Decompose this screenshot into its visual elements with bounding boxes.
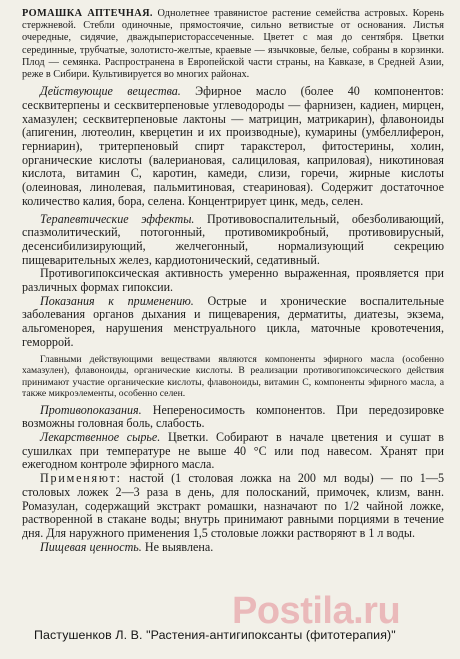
raw-material: [22, 431, 444, 472]
raw-material-text: Цветки. Собирают в начале цветения и сушат в сушилках при температуре не выше 40 °С или под навесом. Хранят при ежегодном контроле эфирного масла.: [22, 429, 444, 472]
plant-description-text: Однолетнее травянистое растение семейства астровых. Корень стержневой. Стебли одиночные, прямостоячие, сильно ветвистые от основания. Листья очередные, сидячие, дваждыперисторассеченные. Цветет с мая до сентября. Цветки серединные, трубчатые, золотисто-желтые, краевые — язычковые, белые, собраны в корзинки. Плод — семянка. Распространена в Европейской части страны, на Кавказе, в Средней Азии, реже в Сибири. Культивируется во многих районах.: [22, 8, 445, 81]
footnote-text: Главными действующими веществами являются компоненты эфирного масла (особенно хамазулен), флавоноиды, органические кислоты. В реализации противогипоксического действия принимают участие органические кислоты, флавоноиды, витамин С, компоненты эфирного масла, а также микроэлементы, особенно селен.: [22, 353, 444, 400]
active-substances: [22, 85, 444, 208]
article: [22, 8, 444, 554]
active-substances-text: Эфирное масло (более 40 компонентов: сесквитерпены и сесквитерпеновые углеводороды — фарнизен, кадиен, мирцен, хамазулен; сесквитерпеновые лактоны — матрицин, матрикарин), флавоноиды (апигенин, лютеолин, кверцетин и их производные), кумарины (умбеллиферон, герниарин), тритерпеновый спирт таракстерол, фитостерины, холин, органические кислоты (валериановая, салициловая, каприловая), никотиновая кислота, витамин С, каротин, камеди, слизи, горечи, жирные кислоты (олеиновая, линолевая, пальмитиновая, стеариновая). Содержит достаточное количество калия, бора, селена. Концентрирует цинк, медь, селен.: [22, 84, 444, 208]
therapeutic-effects-text: Противовоспалительный, обезболивающий, спазмолитический, потогонный, противомикробный, противовирусный, десенсибилизирующий, желчегонный, нормализующий секрецию пищеварительных желез, кардиотонический, седативный.: [22, 211, 444, 267]
indications-heading: Показания к применению.: [40, 293, 194, 308]
source-citation: Пастушенков Л. В. "Растения-антигипоксанты (фитотерапия)": [34, 628, 396, 642]
contraindications-heading: Противопоказания.: [40, 402, 142, 417]
usage-text: настой (1 столовая ложка на 200 мл воды) — по 1—5 столовых ложек 2—3 раза в день, для полосканий, примочек, клизм, ванн. Ромазулан, содержащий экстракт ромашки, назначают по 1/2 чайной ложке, растворенной в стакане воды; внутрь принимают равными порциями в течение дня. Для наружного применения 1,5 столовые ложки растворяют в 1 л воды.: [22, 471, 444, 540]
indications: [22, 295, 444, 350]
footnote: [22, 354, 444, 400]
nutritional-value: [22, 541, 444, 555]
therapeutic-effects: [22, 213, 444, 268]
active-substances-heading: Действующие вещества.: [40, 84, 181, 99]
plant-title: РОМАШКА АПТЕЧНАЯ.: [22, 8, 153, 19]
contraindications: [22, 404, 444, 431]
therapeutic-effects-heading: Терапевтические эффекты.: [40, 211, 195, 226]
nutritional-value-text: Не выявлена.: [144, 539, 214, 554]
raw-material-heading: Лекарственное сырье.: [40, 429, 161, 444]
watermark-logo: Postila.ru: [232, 590, 401, 632]
nutritional-value-heading: Пищевая ценность.: [40, 539, 142, 554]
antihypoxic-activity-text: Противогипоксическая активность умеренно выраженная, проявляется при различных формах гипоксии.: [22, 266, 444, 295]
usage: [22, 472, 444, 541]
usage-heading: Применяют:: [40, 471, 122, 486]
plant-description: [22, 8, 444, 81]
antihypoxic-activity: [22, 267, 444, 294]
indications-text: Острые и хронические воспалительные заболевания органов дыхания и пищеварения, дерматиты, диатезы, экзема, альгоменорея, нарушения менструального цикла, маточные кровотечения, геморрой.: [22, 293, 444, 349]
contraindications-text: Непереносимость компонентов. При передозировке возможны головная боль, слабость.: [22, 402, 444, 431]
